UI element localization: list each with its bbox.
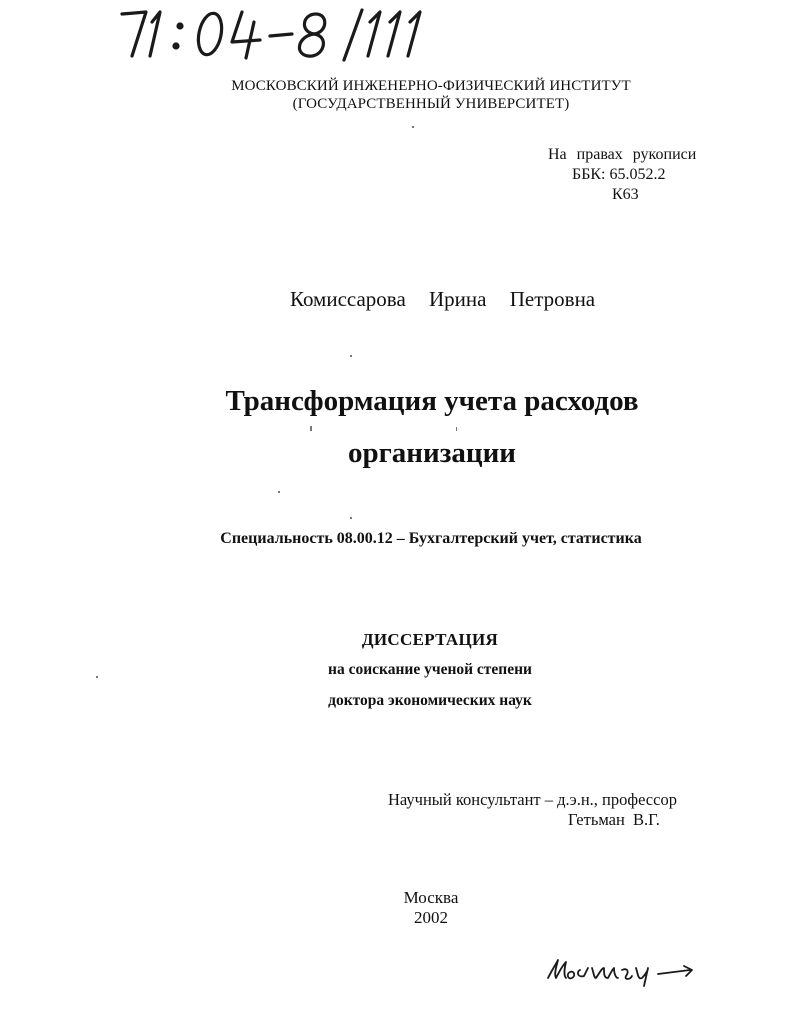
institution-status: (ГОСУДАРСТВЕННЫЙ УНИВЕРСИТЕТ) [292,96,570,112]
handwritten-signature [544,948,700,988]
scan-speck [412,126,414,128]
scan-speck [96,676,98,678]
scan-speck [278,491,280,493]
document-type-heading: ДИССЕРТАЦИЯ [361,630,499,649]
institution-name: МОСКОВСКИЙ ИНЖЕНЕРНО-ФИЗИЧЕСКИЙ ИНСТИТУТ [231,78,631,94]
manuscript-rights: На правах рукописи [548,146,697,163]
scan-speck [350,517,352,519]
degree-line2: доктора экономических наук [328,692,532,709]
advisor-name: Гетьман В.Г. [568,810,660,829]
dissertation-title-line1: Трансформация учета расходов [225,385,639,417]
year: 2002 [414,908,448,927]
specialty: Специальность 08.00.12 – Бухгалтерский учет, статистика [220,530,642,547]
bbk-code: ББК: 65.052.2 [572,166,666,183]
author-mark: К63 [612,186,639,203]
dissertation-title-line2: организации [348,437,516,469]
advisor-role: Научный консультант – д.э.н., профессор [388,790,677,809]
degree-line1: на соискание ученой степени [328,661,532,678]
author-name: Комиссарова Ирина Петровна [290,287,596,311]
scan-speck [350,355,352,357]
scan-speck [456,427,457,431]
city: Москва [403,888,459,907]
handwritten-number-graphic [118,4,438,66]
signature-graphic [544,948,700,988]
scan-speck [310,426,312,431]
handwritten-archive-number [118,4,438,66]
